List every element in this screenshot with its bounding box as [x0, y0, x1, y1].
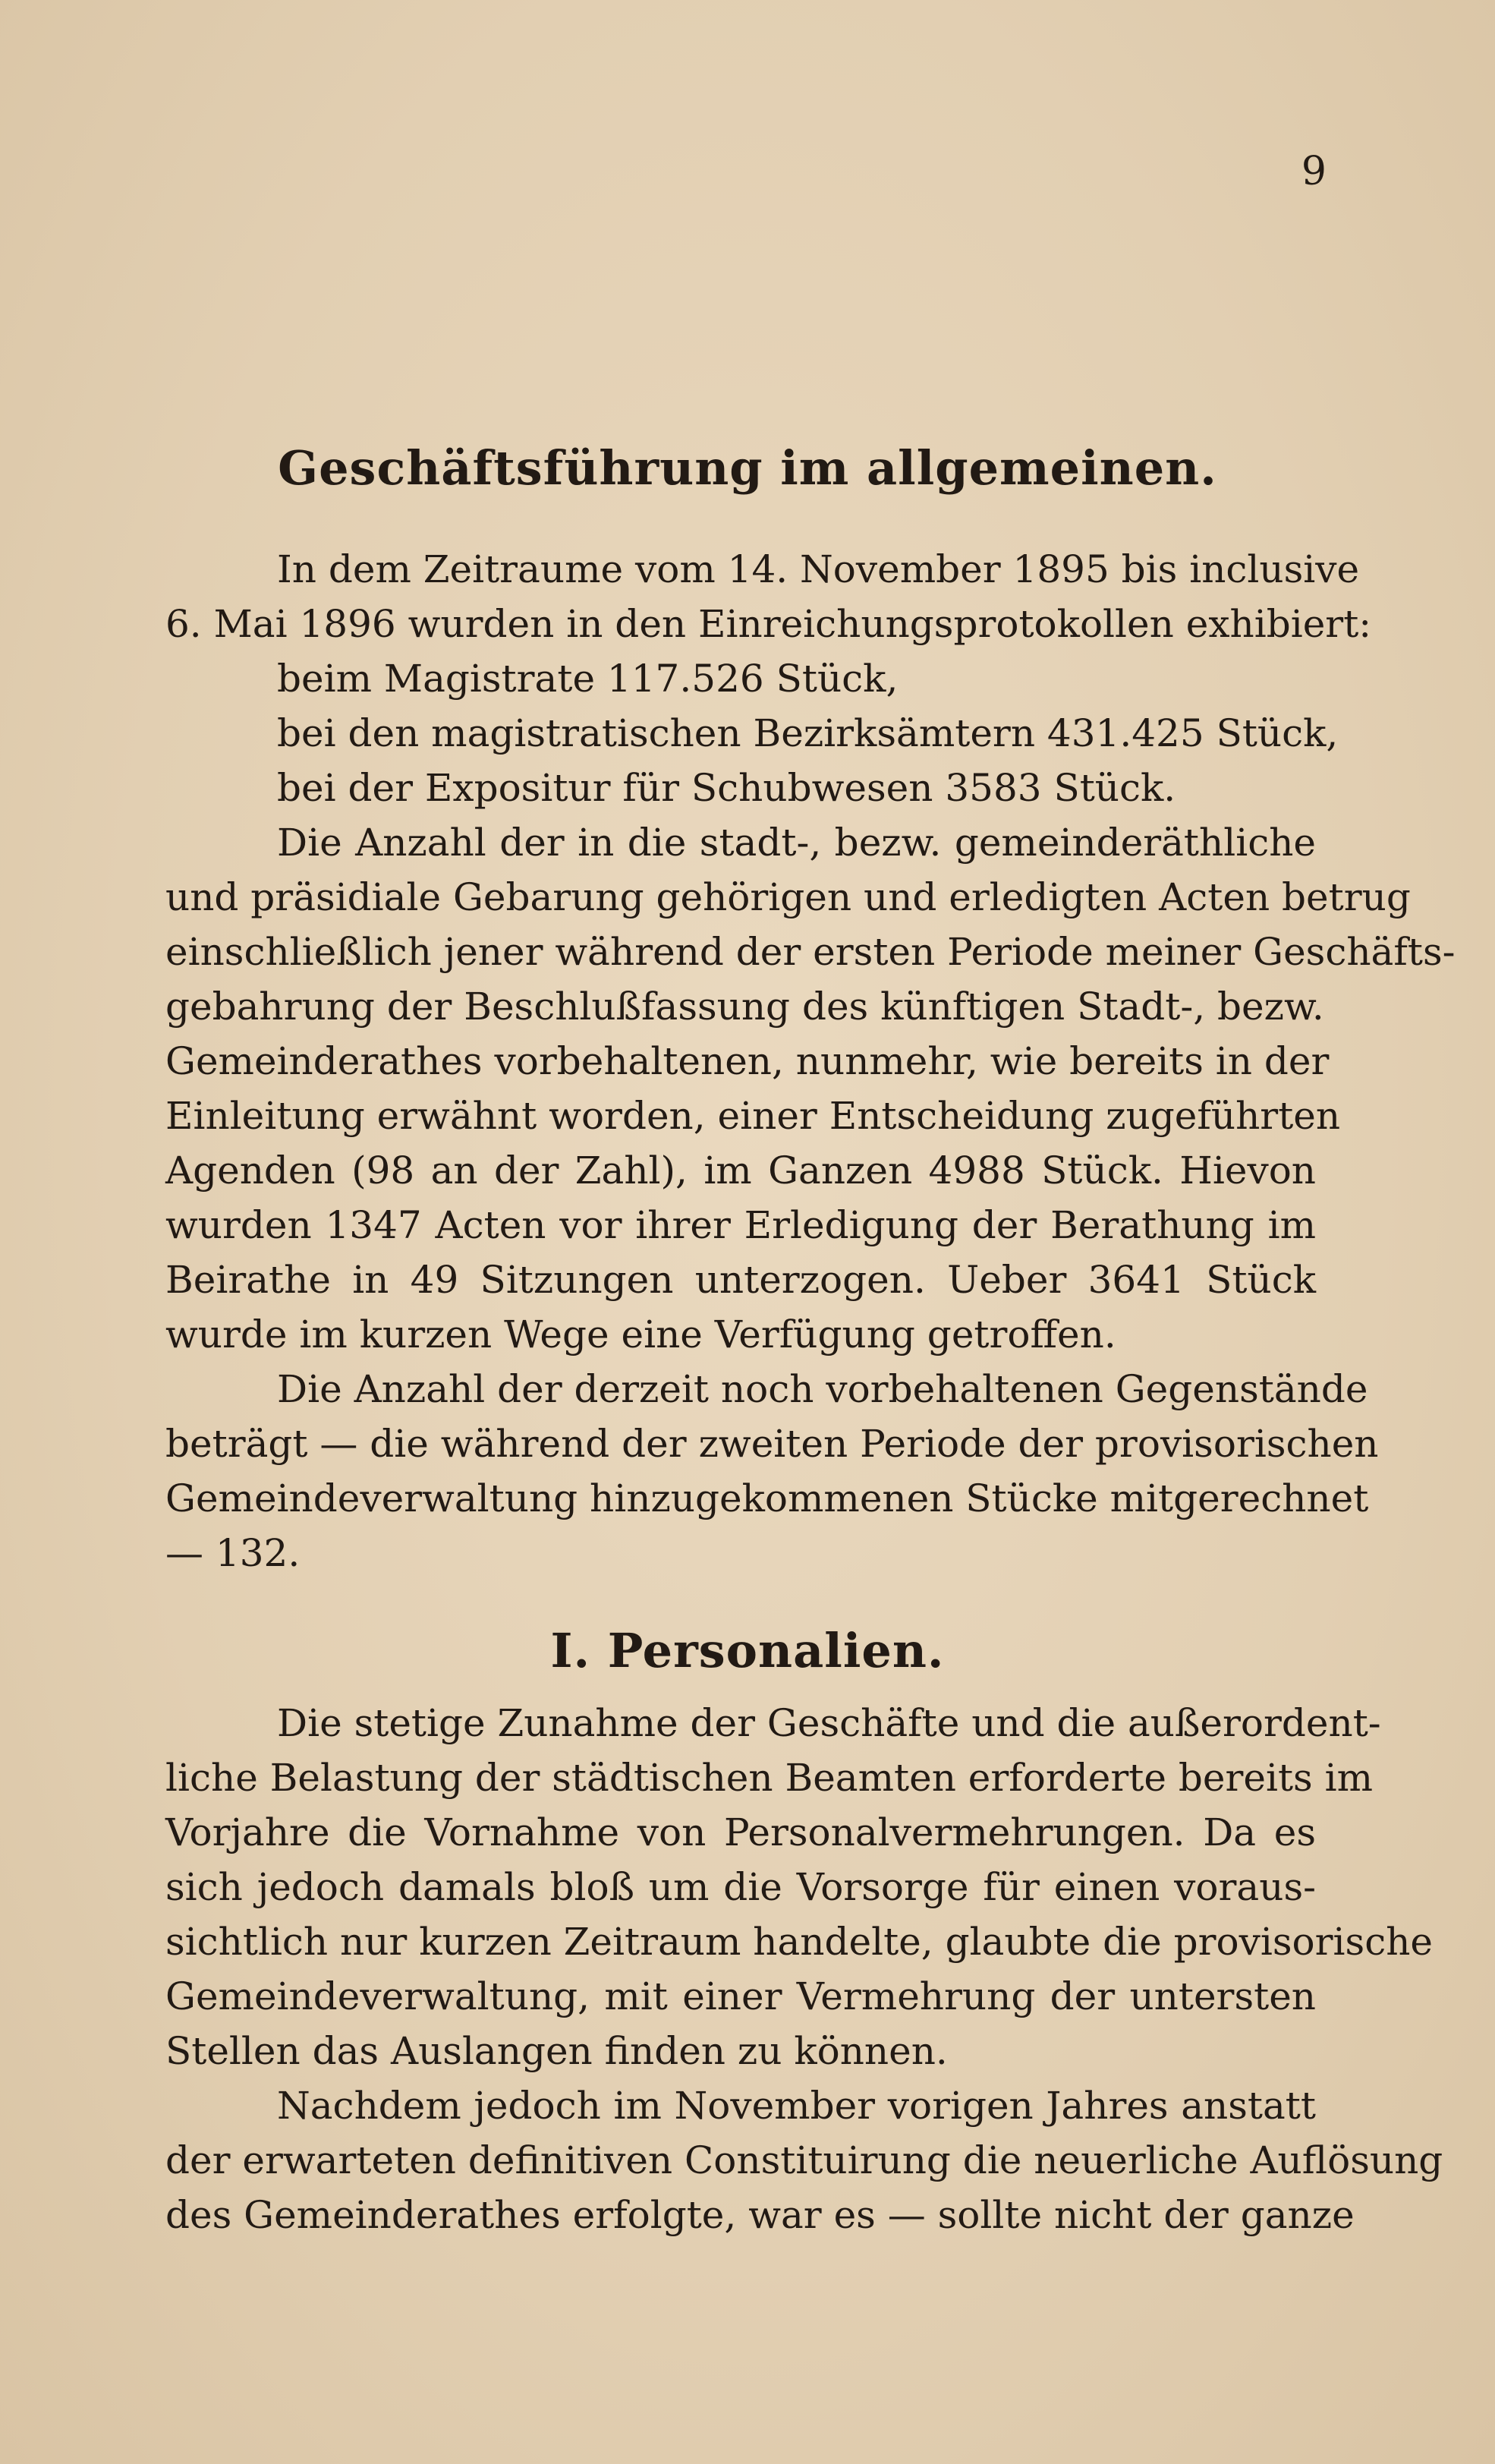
- text-line: Die stetige Zunahme der Geschäfte und die außerordent-: [277, 1701, 1381, 1745]
- text-line: Die Anzahl der in die stadt-, bezw. gemeinderäthliche: [277, 821, 1316, 865]
- text-line: In dem Zeitraume vom 14. November 1895 bis inclusive: [277, 547, 1360, 591]
- text-line: Einleitung erwähnt worden, einer Entscheidung zugeführten: [165, 1094, 1341, 1138]
- text-line: Stellen das Auslangen finden zu können.: [165, 2029, 948, 2073]
- text-line: der erwarteten definitiven Constituirung die neuerliche Auflösung: [165, 2138, 1443, 2182]
- text-line: Gemeindeverwaltung, mit einer Vermehrung der untersten: [165, 1974, 1316, 2018]
- text-line: Agenden (98 an der Zahl), im Ganzen 4988 Stück. Hievon: [165, 1149, 1316, 1193]
- text-line: Beirathe in 49 Sitzungen unterzogen. Ueber 3641 Stück: [165, 1258, 1316, 1302]
- text-line: Nachdem jedoch im November vorigen Jahres anstatt: [277, 2084, 1316, 2128]
- section-heading-geschaeftsfuehrung: Geschäftsführung im allgemeinen.: [278, 440, 1217, 496]
- text-line: bei den magistratischen Bezirksämtern 431.425 Stück,: [277, 711, 1339, 755]
- text-line: und präsidiale Gebarung gehörigen und erledigten Acten betrug: [165, 875, 1411, 919]
- text-line: wurde im kurzen Wege eine Verfügung getroffen.: [165, 1312, 1116, 1356]
- text-line: des Gemeinderathes erfolgte, war es — sollte nicht der ganze: [165, 2193, 1355, 2237]
- text-line: — 132.: [165, 1531, 301, 1575]
- text-line: beträgt — die während der zweiten Periode der provisorischen: [165, 1422, 1379, 1466]
- text-line: Gemeinderathes vorbehaltenen, nunmehr, wie bereits in der: [165, 1039, 1330, 1083]
- text-line: beim Magistrate 117.526 Stück,: [277, 657, 899, 701]
- text-line: gebahrung der Beschlußfassung des künftigen Stadt-, bezw.: [165, 985, 1324, 1029]
- text-line: Gemeindeverwaltung hinzugekommenen Stücke mitgerechnet: [165, 1476, 1369, 1520]
- section-heading-personalien: I. Personalien.: [550, 1623, 945, 1678]
- text-line: liche Belastung der städtischen Beamten erforderte bereits im: [165, 1756, 1373, 1800]
- text-line: bei der Expositur für Schubwesen 3583 Stück.: [277, 766, 1176, 810]
- text-line: 6. Mai 1896 wurden in den Einreichungsprotokollen exhibiert:: [165, 602, 1372, 646]
- text-line: sichtlich nur kurzen Zeitraum handelte, glaubte die provisorische: [165, 1920, 1433, 1964]
- text-line: wurden 1347 Acten vor ihrer Erledigung der Berathung im: [165, 1203, 1316, 1247]
- text-line: sich jedoch damals bloß um die Vorsorge für einen voraus-: [165, 1865, 1316, 1909]
- text-line: einschließlich jener während der ersten Periode meiner Geschäfts-: [165, 930, 1456, 974]
- page-number: 9: [1301, 149, 1327, 194]
- text-line: Die Anzahl der derzeit noch vorbehaltenen Gegenstände: [277, 1367, 1368, 1411]
- text-line: Vorjahre die Vornahme von Personalvermehrungen. Da es: [165, 1810, 1316, 1854]
